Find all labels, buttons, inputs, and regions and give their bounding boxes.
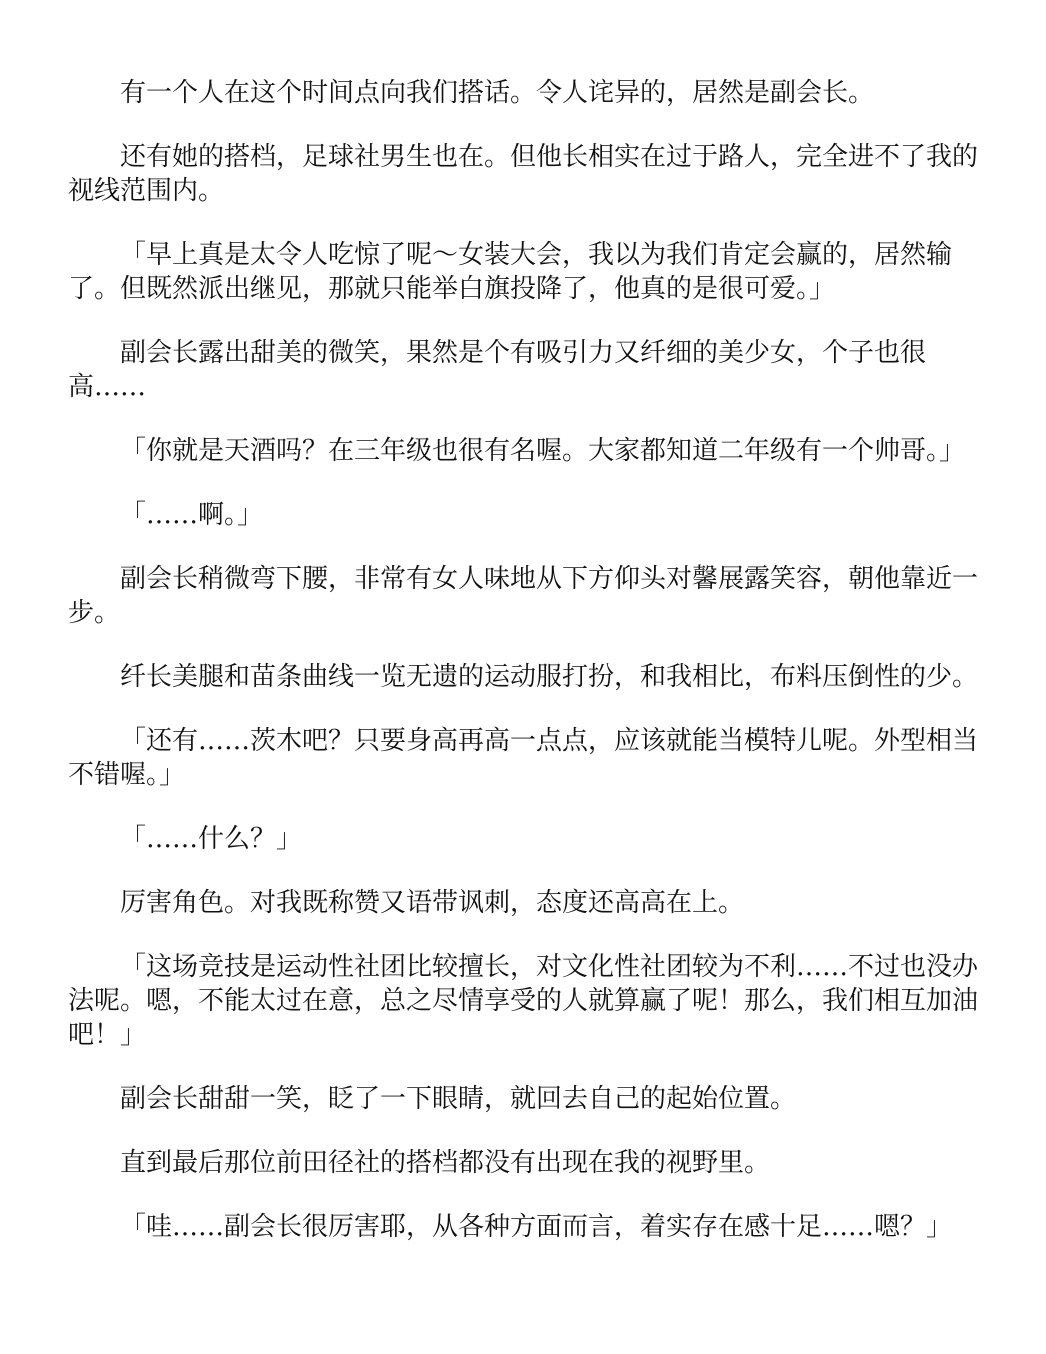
paragraph: 厉害角色。对我既称赞又语带讽刺，态度还高高在上。 bbox=[120, 888, 745, 918]
paragraph: 副会长甜甜一笑，眨了一下眼睛，就回去自己的起始位置。 bbox=[120, 1084, 797, 1114]
paragraph: 「你就是天酒吗？在三年级也很有名喔。大家都知道二年级有一个帅哥。」 bbox=[120, 436, 966, 466]
paragraph: 直到最后那位前田径社的搭档都没有出现在我的视野里。 bbox=[120, 1148, 771, 1178]
paragraph: 副会长露出甜美的微笑，果然是个有吸引力又纤细的美少女，个子也很高…… bbox=[68, 338, 927, 402]
paragraph: 「……什么？」 bbox=[120, 824, 303, 854]
paragraph: 纤长美腿和苗条曲线一览无遗的运动服打扮，和我相比，布料压倒性的少。 bbox=[120, 662, 979, 692]
paragraph: 「还有……茨木吧？只要身高再高一点点，应该就能当模特儿呢。外型相当不错喔。」 bbox=[68, 726, 979, 790]
paragraph: 还有她的搭档，足球社男生也在。但他长相实在过于路人，完全进不了我的视线范围内。 bbox=[68, 142, 979, 206]
document-page bbox=[68, 76, 980, 1274]
paragraph: 「早上真是太令人吃惊了呢～女装大会，我以为我们肯定会赢的，居然输了。但既然派出继见，那就只能举白旗投降了，他真的是很可爱。」 bbox=[68, 240, 953, 304]
paragraph: 有一个人在这个时间点向我们搭话。令人诧异的，居然是副会长。 bbox=[120, 78, 875, 108]
paragraph: 副会长稍微弯下腰，非常有女人味地从下方仰头对馨展露笑容，朝他靠近一步。 bbox=[68, 564, 979, 628]
paragraph: 「哇……副会长很厉害耶，从各种方面而言，着实存在感十足……嗯？」 bbox=[120, 1212, 953, 1242]
paragraph: 「这场竞技是运动性社团比较擅长，对文化性社团较为不利……不过也没办法呢。嗯，不能太过在意，总之尽情享受的人就算赢了呢！那么，我们相互加油吧！」 bbox=[68, 952, 979, 1050]
paragraph: 「……啊。」 bbox=[120, 500, 264, 530]
